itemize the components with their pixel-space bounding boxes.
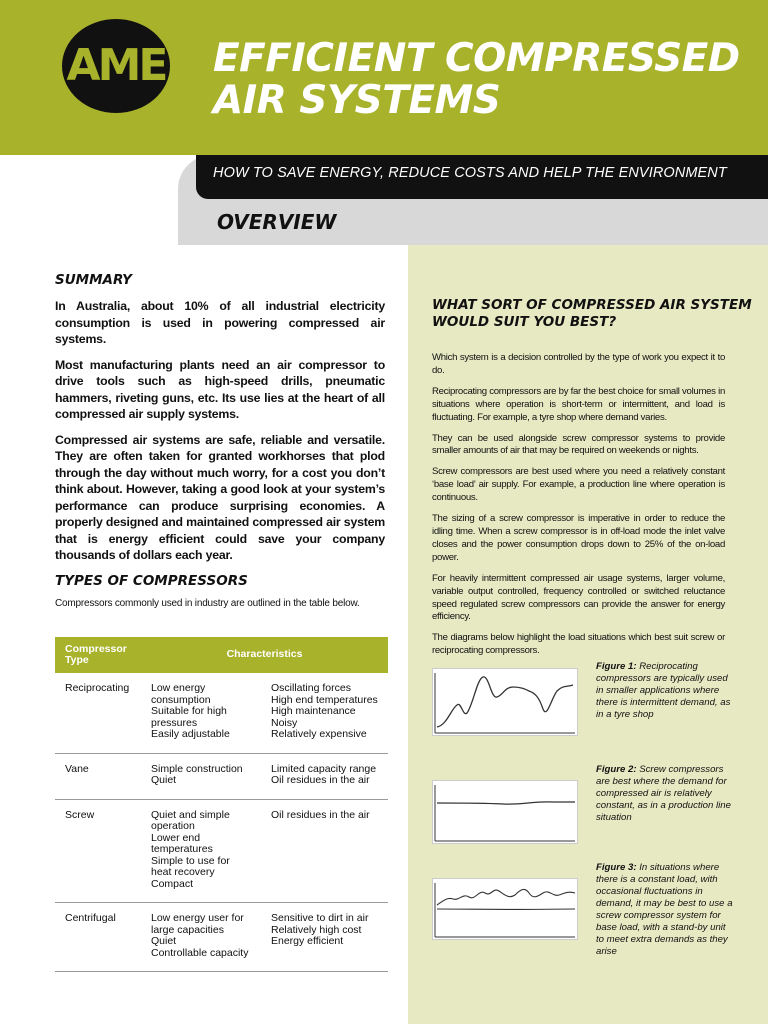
characteristics-positive [141, 673, 261, 753]
types-heading: TYPES OF COMPRESSORS [55, 573, 248, 589]
figure-text: In situations where there is a constant load, with occasional fluctuations in demand, it may be best to use a screw compressor system for base load, with a stand-by unit to meet extra demands as they arise [596, 862, 733, 957]
characteristics-negative [261, 753, 388, 799]
characteristic: Controllable capacity [151, 946, 249, 959]
table-row [55, 903, 388, 972]
table-row [55, 673, 388, 753]
characteristic: Lower end temperatures [151, 831, 213, 855]
right-paragraph: For heavily intermittent compressed air usage systems, larger volume, variable output controlled, frequency controlled or switched reluctance speed regulated screw compressors can provide the answer for energy efficiency. [432, 572, 725, 623]
characteristics-positive [141, 903, 261, 972]
summary-paragraph: Most manufacturing plants need an air compressor to drive tools such as high-speed drills, pneumatic hammers, riveting guns, etc. Its use lies at the heart of all compressed air supply systems. [55, 357, 385, 421]
characteristic: High maintenance [271, 705, 356, 717]
compressor-type: Vane [55, 753, 141, 799]
characteristics-positive [141, 799, 261, 903]
section-title: OVERVIEW [217, 210, 337, 234]
compressor-type: Reciprocating [55, 673, 141, 753]
right-paragraph: Screw compressors are best used where you need a relatively constant ‘base load’ air supply. For example, a production line where operation is continuous. [432, 466, 725, 504]
table-row [55, 799, 388, 903]
characteristic: Energy efficient [271, 935, 344, 947]
figure-label: Figure 3: [596, 862, 637, 873]
characteristic: Quiet [151, 935, 177, 947]
page-title [213, 38, 740, 122]
characteristic: Relatively high cost [271, 923, 362, 936]
compressor-type: Centrifugal [55, 903, 141, 972]
header-compressor-type: Compressor Type [55, 637, 141, 673]
figure-3-caption [596, 862, 736, 958]
characteristic: Sensitive to dirt in air [271, 912, 369, 924]
compressor-type: Screw [55, 799, 141, 903]
characteristic: Quiet [151, 774, 177, 786]
right-heading-line-1: WHAT SORT OF COMPRESSED AIR SYSTEM [432, 297, 752, 313]
characteristic: Easily adjustable [151, 728, 230, 740]
svg-text:AME: AME [66, 40, 166, 91]
title-line-1: EFFICIENT COMPRESSED [213, 36, 740, 81]
figure-1-chart [432, 668, 578, 736]
header-band [0, 0, 768, 155]
ame-logo [58, 14, 174, 114]
figure-3-chart [432, 878, 578, 940]
table-row [55, 753, 388, 799]
characteristics-positive [141, 753, 261, 799]
right-paragraph: The sizing of a screw compressor is imperative in order to reduce the idling time. When a screw compressor is in off-load mode the inlet valve closes and the power consumption drops down to 25% of the on-load power. [432, 513, 725, 563]
figure-label: Figure 2: [596, 764, 637, 775]
figure-2-caption [596, 764, 736, 824]
characteristic: Oil residues in the air [271, 774, 370, 786]
characteristic: Limited capacity range [271, 762, 377, 775]
characteristic: High end temperatures [271, 693, 378, 706]
right-paragraph: Reciprocating compressors are by far the best choice for small volumes in situations where operation is short-term or intermittent, and load is fluctuating. For example, a tyre shop where demand varies. [432, 385, 725, 423]
characteristic: Relatively expensive [271, 728, 367, 740]
characteristic: Simple construction [151, 762, 243, 775]
characteristic: Quiet and simple operation [151, 808, 230, 832]
header-characteristics: Characteristics [141, 637, 388, 673]
right-heading-line-2: WOULD SUIT YOU BEST? [432, 314, 617, 330]
figure-1-caption [596, 661, 736, 721]
right-paragraph: They can be used alongside screw compressor systems to provide smaller amounts of air that may be required on weekends or nights. [432, 432, 725, 457]
compressor-table [55, 637, 388, 972]
types-intro: Compressors commonly used in industry are outlined in the table below. [55, 598, 360, 609]
figure-text: Screw compressors are best where the demand for compressed air is relatively constant, as in a production line situation [596, 764, 731, 823]
title-line-2: AIR SYSTEMS [213, 78, 501, 123]
characteristic: Oscillating forces [271, 682, 351, 694]
right-paragraph: Which system is a decision controlled by the type of work you expect it to do. [432, 352, 725, 376]
right-heading [432, 297, 752, 331]
summary-paragraph: In Australia, about 10% of all industrial electricity consumption is used in powering compressed air systems. [55, 299, 385, 346]
table-header-row [55, 637, 388, 673]
characteristic: Noisy [271, 716, 298, 729]
characteristics-negative [261, 903, 388, 972]
characteristic: Low energy consumption [151, 682, 211, 706]
characteristic: Compact [151, 877, 194, 890]
characteristics-negative [261, 673, 388, 753]
figure-text: Reciprocating compressors are typically used in smaller applications where there is intermittent demand, as in a tyre shop [596, 661, 731, 720]
right-paragraph: The diagrams below highlight the load situations which best suit screw or reciprocating compressors. [432, 632, 725, 657]
characteristic: Simple to use for heat recovery [151, 854, 230, 878]
summary-paragraph: Compressed air systems are safe, reliable and versatile. They are often taken for granted workhorses that plod through the day without much worry, for a cost you don’t think about. However, taking a good look at your system’s performance can produce surprising economies. A properly designed and maintained compressed air system that is energy efficient could save your company thousands of dollars each year. [55, 432, 385, 562]
characteristic: Low energy user for large capacities [151, 912, 244, 936]
tagline: HOW TO SAVE ENERGY, REDUCE COSTS AND HELP THE ENVIRONMENT [213, 165, 727, 181]
summary-body [55, 298, 385, 573]
characteristic: Oil residues in the air [271, 808, 370, 821]
figure-label: Figure 1: [596, 661, 637, 672]
right-body [432, 352, 725, 666]
summary-heading: SUMMARY [55, 272, 132, 288]
characteristics-negative [261, 799, 388, 903]
figure-2-chart [432, 780, 578, 844]
characteristic: Suitable for high pressures [151, 705, 227, 729]
